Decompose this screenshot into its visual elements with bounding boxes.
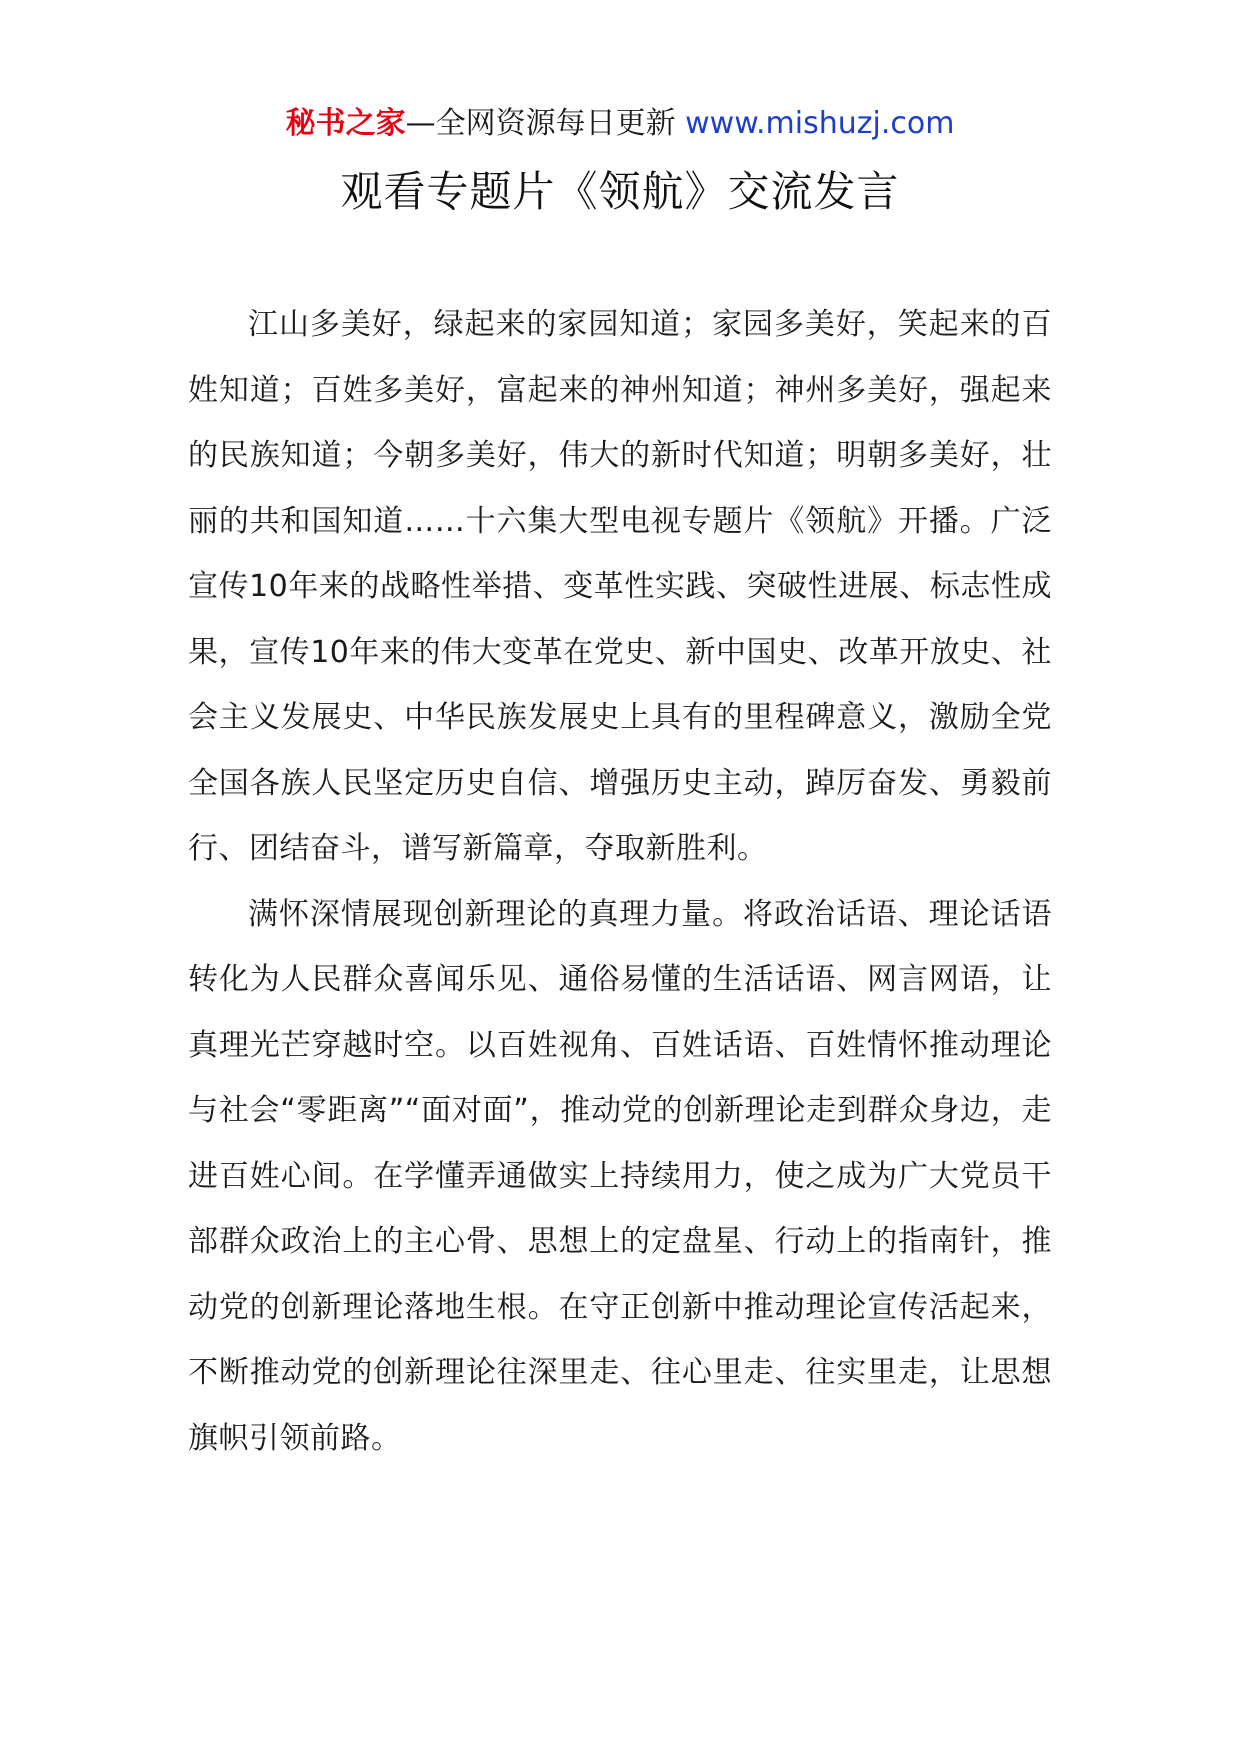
brand-name: 秘书之家 — [285, 106, 406, 141]
header-banner — [0, 104, 1240, 144]
paragraph-2: 满怀深情展现创新理论的真理力量。将政治话语、理论话语转化为人民群众喜闻乐见、通俗易懂的生活话语、网言网语，让真理光芒穿越时空。以百姓视角、百姓话语、百姓情怀推动理论与社会“零距离”“面对面”，推动党的创新理论走到群众身边，走进百姓心间。在学懂弄通做实上持续用力，使之成为广大党员干部群众政治上的主心骨、思想上的定盘星、行动上的指南针，推动党的创新理论落地生根。在守正创新中推动理论宣传活起来，不断推动党的创新理论往深里走、往心里走、往实里走，让思想旗帜引领前路。 — [188, 896, 1052, 1456]
paragraph-1: 江山多美好，绿起来的家园知道；家园多美好，笑起来的百姓知道；百姓多美好，富起来的神州知道；神州多美好，强起来的民族知道；今朝多美好，伟大的新时代知道；明朝多美好，壮丽的共和国知道……十六集大型电视专题片《领航》开播。广泛宣传10年来的战略性举措、变革性实践、突破性进展、标志性成果，宣传10年来的伟大变革在党史、新中国史、改革开放史、社会主义发展史、中华民族发展史上具有的里程碑意义，激励全党全国各族人民坚定历史自信、增强历史主动，踔厉奋发、勇毅前行、团结奋斗，谱写新篇章，夺取新胜利。 — [188, 307, 1052, 866]
document-title: 观看专题片《领航》交流发言 — [340, 167, 900, 216]
site-url-link[interactable]: www.mishuzj.com — [685, 106, 955, 141]
header-slogan: —全网资源每日更新 — [405, 106, 676, 141]
document-body — [188, 292, 1052, 1471]
